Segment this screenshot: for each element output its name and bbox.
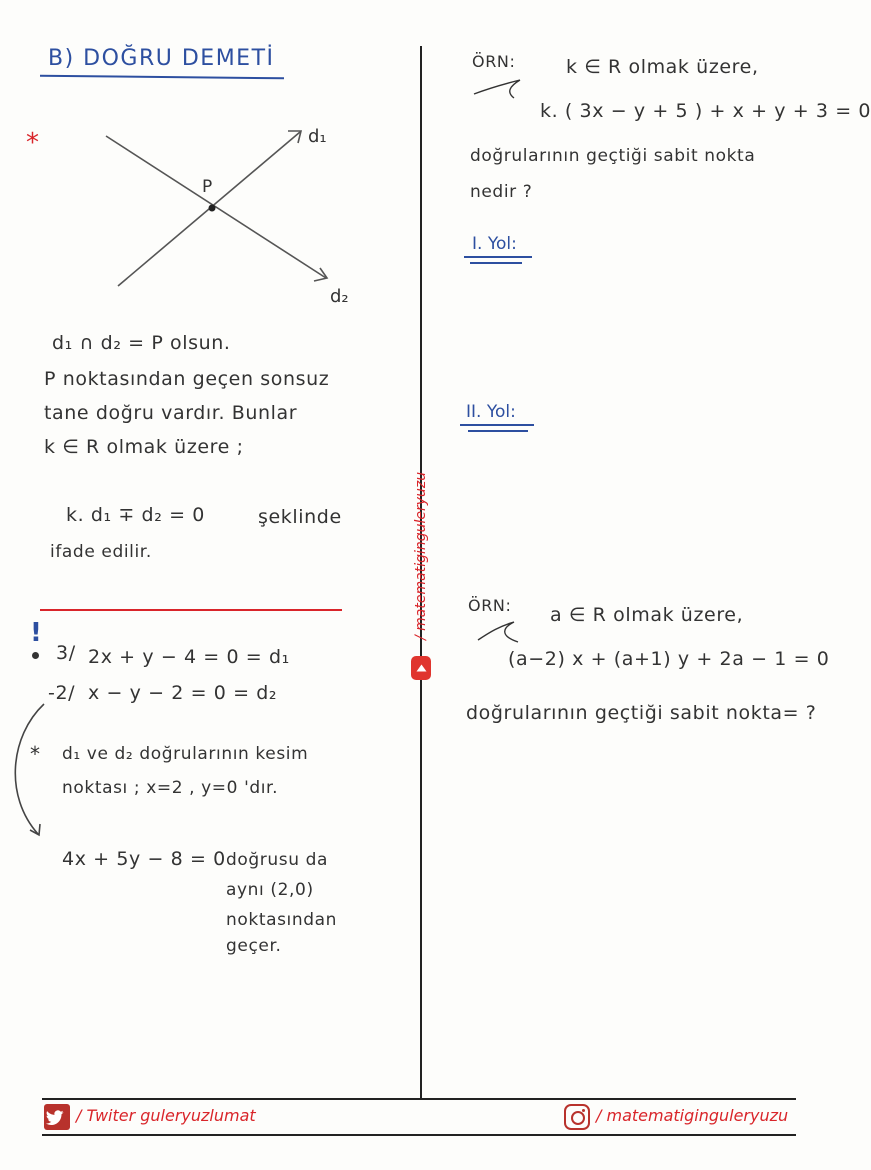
pencil-formula-line2: ifade edilir. xyxy=(50,542,152,562)
solution2-underline-b xyxy=(468,430,528,432)
note-line-1: d₁ ve d₂ doğrularının kesim xyxy=(62,744,309,764)
result-equation: 4x + 5y − 8 = 0 xyxy=(62,848,226,870)
eq2: x − y − 2 = 0 = d₂ xyxy=(88,682,278,704)
title-underline xyxy=(40,75,284,80)
footer-instagram-text[interactable]: / matematiginguleryuzu xyxy=(596,1106,789,1125)
watermark-text: / matematiginguleryuzu xyxy=(413,471,429,640)
pencil-formula-suffix: şeklinde xyxy=(258,506,342,528)
curved-arrow-icon xyxy=(6,696,50,846)
youtube-icon xyxy=(411,656,431,680)
label-p: P xyxy=(202,177,213,197)
example2-line-3: doğrularının geçtiği sabit nokta= ? xyxy=(466,702,817,724)
footer-twitter-text[interactable]: / Twiter guleryuzlumat xyxy=(76,1106,256,1125)
footer-top-rule xyxy=(42,1098,796,1100)
example1-label: ÖRN: xyxy=(472,52,516,71)
example2-line-1: a ∈ R olmak üzere, xyxy=(550,604,744,626)
example1-swoosh xyxy=(470,76,530,102)
label-d1: d₁ xyxy=(308,126,327,147)
example2-swoosh xyxy=(474,618,534,648)
solution1-underline-a xyxy=(464,256,532,258)
note-line-2: noktası ; x=2 , y=0 'dır. xyxy=(62,778,279,798)
example1-line-4: nedir ? xyxy=(470,182,533,202)
example1-line-1: k ∈ R olmak üzere, xyxy=(566,56,759,78)
text-line-1: d₁ ∩ d₂ = P olsun. xyxy=(52,332,231,354)
label-d2: d₂ xyxy=(330,286,349,307)
vertical-watermark xyxy=(408,448,434,688)
result-line-2: aynı (2,0) xyxy=(226,880,314,900)
text-line-3: tane doğru vardır. Bunlar xyxy=(44,402,298,424)
result-line-4: geçer. xyxy=(226,936,282,956)
bullet-dot xyxy=(32,652,39,659)
instagram-icon xyxy=(564,1104,590,1130)
example2-label: ÖRN: xyxy=(468,596,512,615)
eq1-multiplier: 3/ xyxy=(56,642,76,664)
note-star: * xyxy=(30,742,40,766)
line-d2 xyxy=(106,136,326,278)
line-pencil-diagram xyxy=(100,118,370,318)
point-p xyxy=(209,205,216,212)
solution2-heading: II. Yol: xyxy=(466,402,516,422)
solution1-heading: I. Yol: xyxy=(472,234,517,254)
footer-bottom-rule xyxy=(42,1134,796,1136)
text-line-4: k ∈ R olmak üzere ; xyxy=(44,436,244,458)
text-line-2: P noktasından geçen sonsuz xyxy=(44,368,330,390)
solution1-underline-b xyxy=(470,262,522,264)
eq2-multiplier: -2/ xyxy=(48,682,76,704)
result-line-1: doğrusu da xyxy=(226,850,328,870)
section-title: B) DOĞRU DEMETİ xyxy=(48,46,275,71)
eq1: 2x + y − 4 = 0 = d₁ xyxy=(88,646,290,668)
example2-line-2: (a−2) x + (a+1) y + 2a − 1 = 0 xyxy=(508,648,830,670)
pencil-formula: k. d₁ ∓ d₂ = 0 xyxy=(66,504,205,526)
solution2-underline-a xyxy=(460,424,534,426)
twitter-icon xyxy=(44,1104,70,1130)
exclaim-mark: ! xyxy=(30,618,42,648)
star-mark: * xyxy=(26,128,39,158)
result-line-3: noktasından xyxy=(226,910,338,930)
red-separator xyxy=(40,609,342,611)
example1-line-3: doğrularının geçtiği sabit nokta xyxy=(470,146,756,166)
example1-line-2: k. ( 3x − y + 5 ) + x + y + 3 = 0 xyxy=(540,100,871,122)
